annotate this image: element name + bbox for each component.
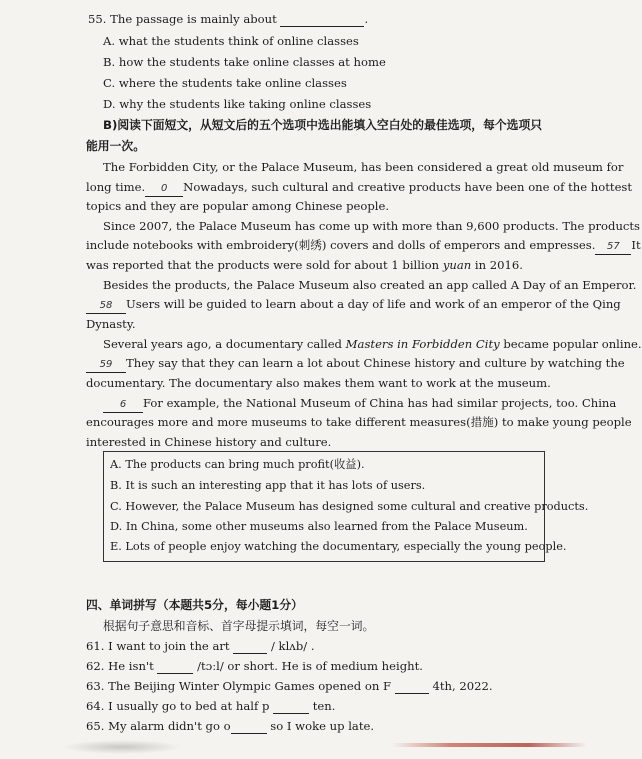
passage-p1-line1: The Forbidden City, or the Palace Museum, has been considered a great old museum for [103, 160, 624, 174]
choice-c[interactable]: C. However, the Palace Museum has designed some cultural and creative products. [110, 500, 589, 513]
passage-p2-line3: was reported that the products were sold for about 1 billion yuan in 2016. [86, 258, 523, 272]
passage-p5-line3: interested in Chinese history and culture. [86, 435, 332, 449]
q61: 61. I want to join the art / klʌb/ . [86, 639, 315, 653]
q55-option-d[interactable]: D. why the students like taking online classes [103, 97, 372, 111]
choices-box [103, 451, 589, 562]
choice-e[interactable]: E. Lots of people enjoy watching the documentary, especially the young people. [110, 540, 567, 553]
scan-smudge [62, 740, 182, 754]
blank-60[interactable]: 6 [103, 396, 143, 413]
q63: 63. The Beijing Winter Olympic Games opened on F 4th, 2022. [86, 679, 493, 693]
blank-56[interactable]: 0 [145, 180, 183, 197]
q62-blank[interactable] [157, 659, 193, 674]
passage-p2-line2: include notebooks with embroidery(刺绣) covers and dolls of emperors and empresses. 57 It [86, 238, 641, 255]
passage-p3-line2: 58 Users will be guided to learn about a day of life and work of an emperor of the Qing [86, 297, 621, 314]
blank-57[interactable]: 57 [595, 238, 631, 255]
q65: 65. My alarm didn't go o so I woke up late. [86, 719, 375, 733]
q61-blank[interactable] [233, 639, 267, 654]
q63-blank[interactable] [395, 679, 429, 694]
passage-p5-line2: encourages more and more museums to take different measures(措施) to make young people [86, 415, 632, 429]
passage-p4-line1: Several years ago, a documentary called Masters in Forbidden City became popular online. [103, 337, 642, 351]
passage-p3-line1: Besides the products, the Palace Museum also created an app called A Day of an Emperor. [103, 278, 637, 292]
blank-59[interactable]: 59 [86, 356, 126, 373]
q55-option-a[interactable]: A. what the students think of online classes [103, 34, 359, 48]
q55-option-c[interactable]: C. where the students take online classes [103, 76, 347, 90]
section4-instruction: 根据句子意思和音标、首字母提示填词，每空一词。 [103, 619, 375, 633]
q64: 64. I usually go to bed at half p ten. [86, 699, 336, 713]
q64-blank[interactable] [273, 699, 309, 714]
choice-b[interactable]: B. It is such an interesting app that it has lots of users. [110, 479, 426, 492]
passage-p4-line3: documentary. The documentary also makes them want to work at the museum. [86, 376, 551, 390]
passage-p4-line2: 59 They say that they can learn a lot about Chinese history and culture by watching the [86, 356, 625, 373]
section4-title: 四、单词拼写（本题共5分，每小题1分） [86, 598, 303, 612]
passage-p3-line3: Dynasty. [86, 317, 136, 331]
passage-p5-line1: 6 For example, the National Museum of China has had similar projects, too. China [103, 396, 616, 413]
passage-p1-line2: long time. 0 Nowadays, such cultural and creative products have been one of the hottest [86, 180, 632, 197]
passage-p1-line3: topics and they are popular among Chinese people. [86, 199, 390, 213]
section-b-instruction-1: B)阅读下面短文，从短文后的五个选项中选出能填入空白处的最佳选项，每个选项只 [103, 118, 543, 132]
q65-blank[interactable] [231, 719, 267, 734]
passage-p2-line1: Since 2007, the Palace Museum has come up with more than 9,600 products. The products [103, 219, 641, 233]
section-b-instruction-2: 能用一次。 [86, 139, 145, 153]
q62: 62. He isn't /tɔːl/ or short. He is of medium height. [86, 659, 423, 673]
q55-option-b[interactable]: B. how the students take online classes at home [103, 55, 386, 69]
blank-58[interactable]: 58 [86, 297, 126, 314]
q55-stem: 55. The passage is mainly about . [88, 12, 369, 26]
choice-a[interactable]: A. The products can bring much profit(收益). [110, 458, 365, 471]
red-pen-stroke [392, 743, 587, 747]
q55-blank[interactable] [280, 12, 364, 27]
choice-d[interactable]: D. In China, some other museums also learned from the Palace Museum. [110, 520, 528, 533]
